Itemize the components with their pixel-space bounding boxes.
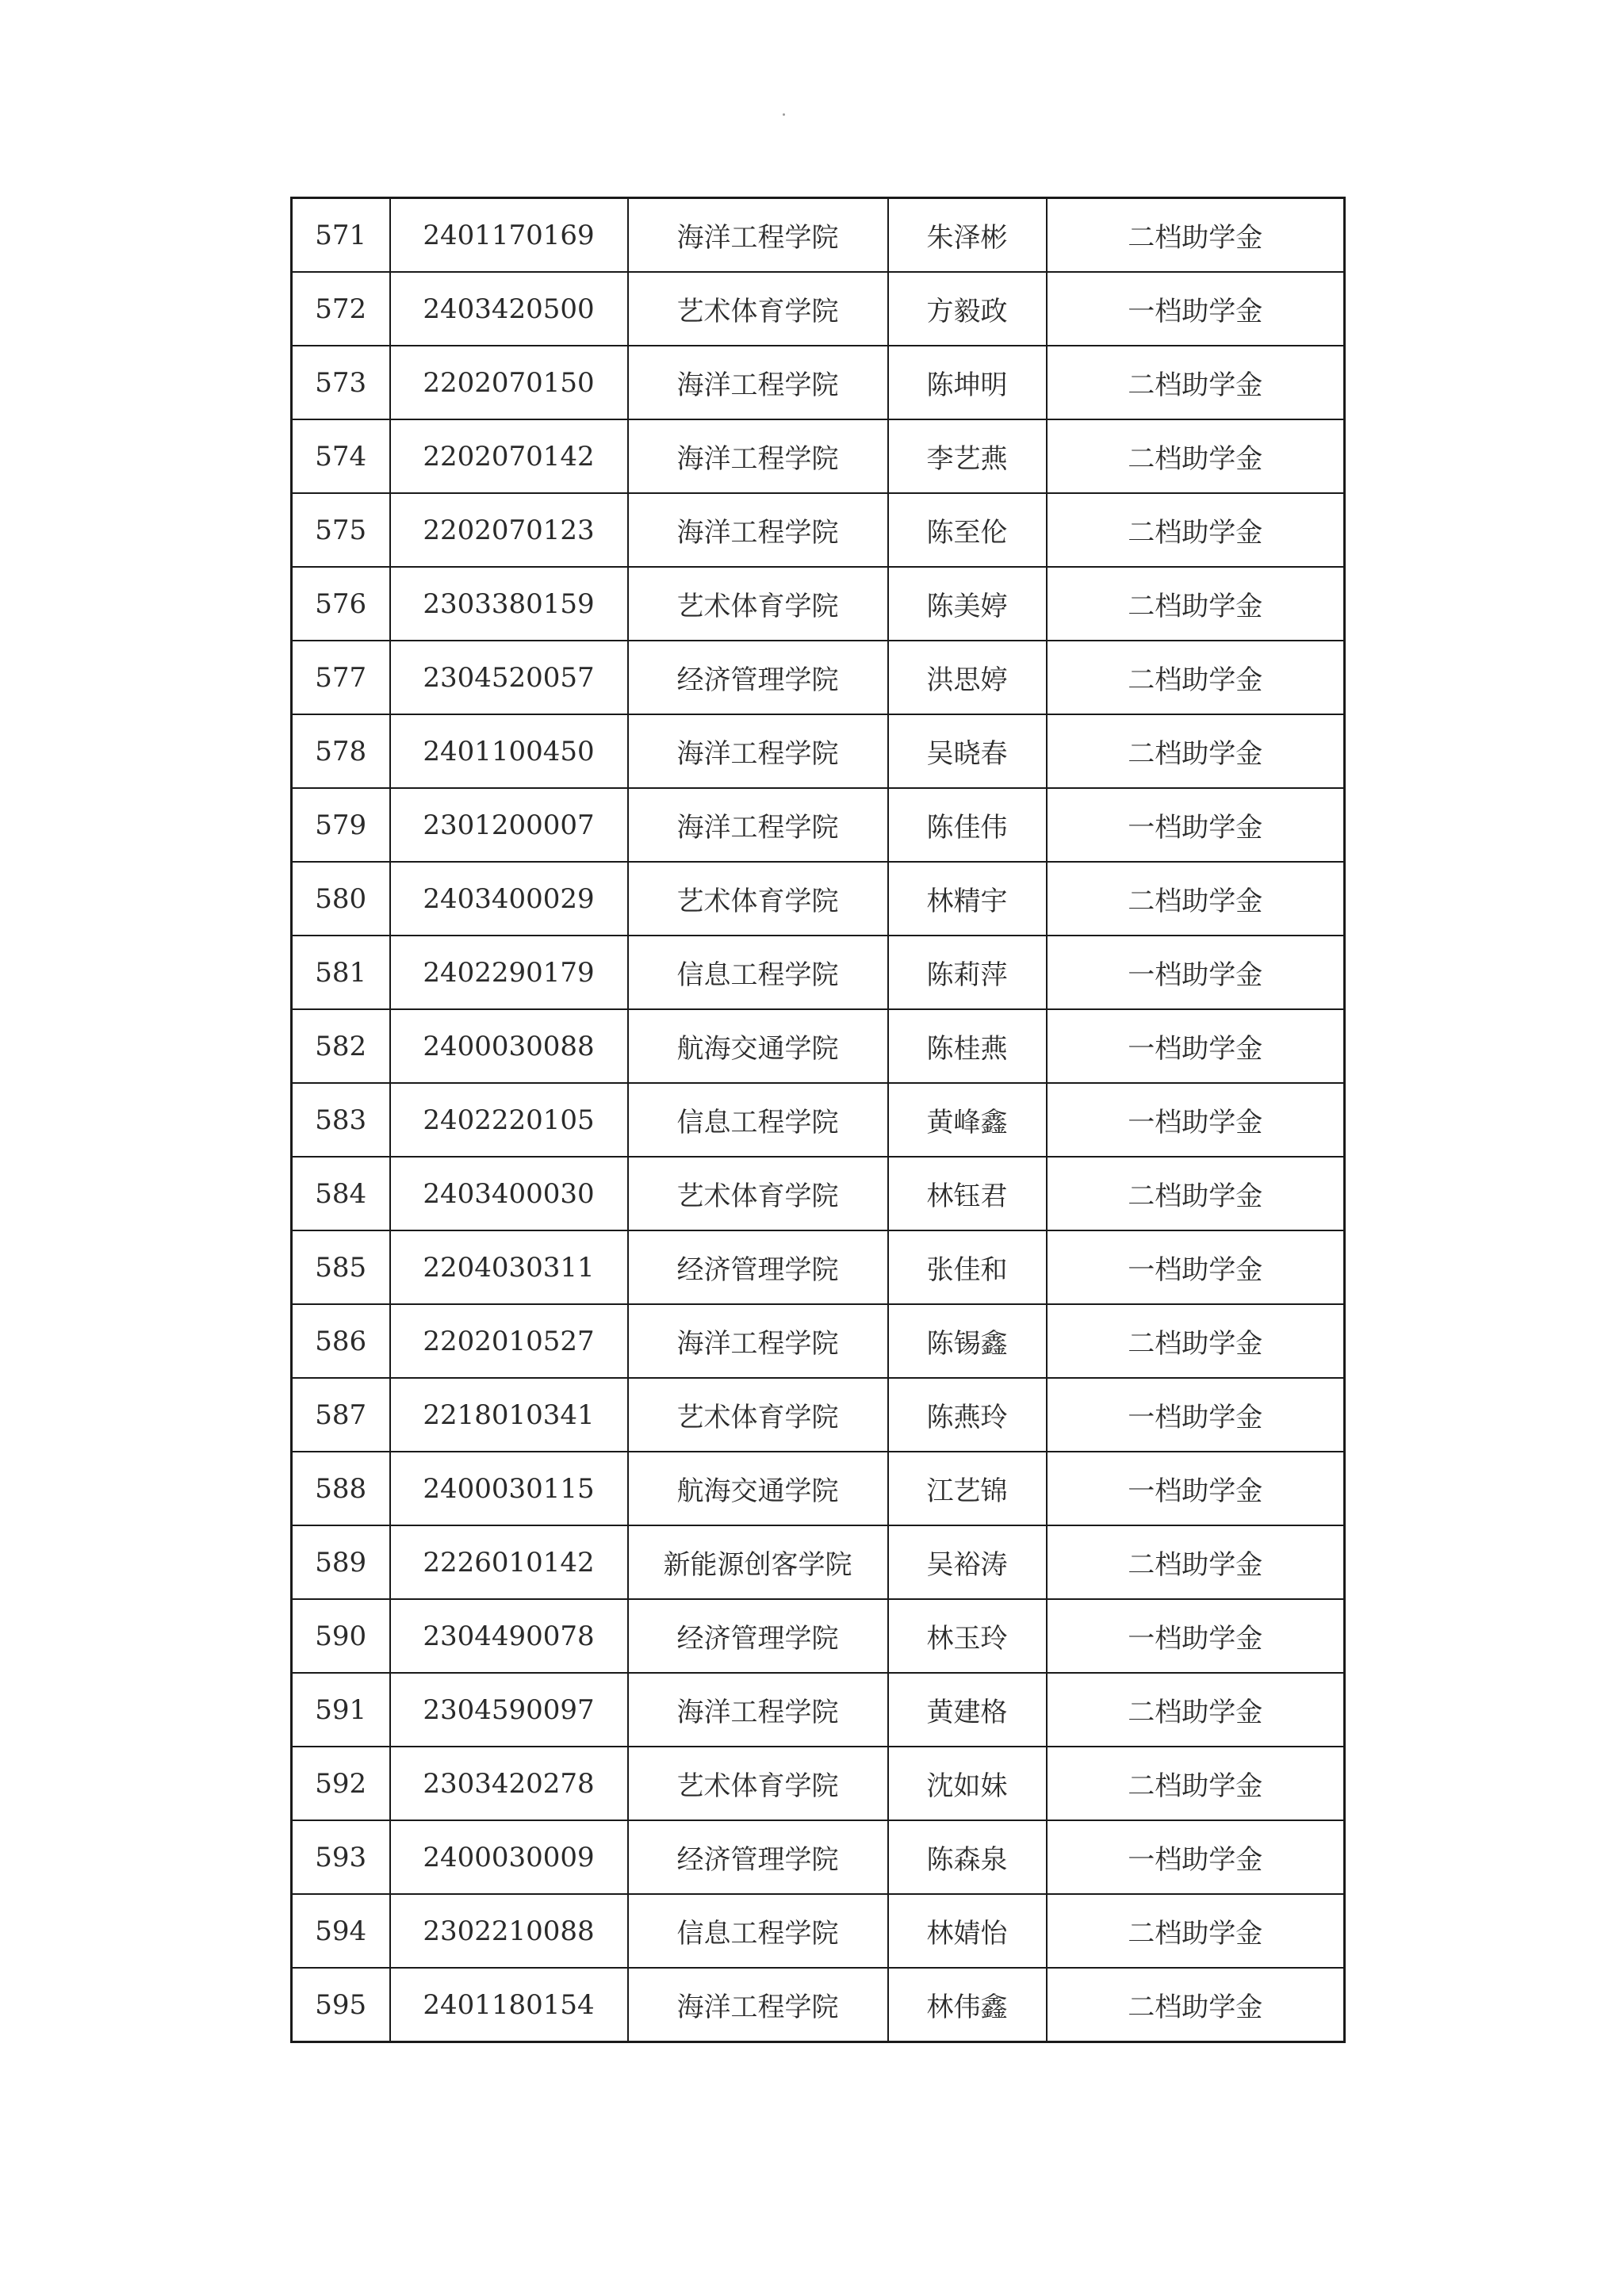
student-name-cell: 黄建格 xyxy=(888,1673,1047,1747)
row-seq-cell: 572 xyxy=(292,272,390,346)
row-seq-cell: 579 xyxy=(292,788,390,862)
table-row xyxy=(292,1894,1345,1968)
student-id-cell: 2302210088 xyxy=(390,1894,628,1968)
student-id-cell: 2202070142 xyxy=(390,419,628,493)
table-row xyxy=(292,1157,1345,1230)
college-cell: 海洋工程学院 xyxy=(628,1968,888,2042)
student-name-cell: 张佳和 xyxy=(888,1230,1047,1304)
student-name-cell: 朱泽彬 xyxy=(888,198,1047,273)
scan-speck xyxy=(783,113,785,116)
college-cell: 信息工程学院 xyxy=(628,1083,888,1157)
college-cell: 海洋工程学院 xyxy=(628,346,888,419)
grant-level-cell: 一档助学金 xyxy=(1047,272,1345,346)
row-seq-cell: 592 xyxy=(292,1747,390,1820)
student-id-cell: 2400030009 xyxy=(390,1820,628,1894)
student-name-cell: 陈桂燕 xyxy=(888,1009,1047,1083)
student-id-cell: 2403400030 xyxy=(390,1157,628,1230)
student-id-cell: 2403400029 xyxy=(390,862,628,936)
table-row xyxy=(292,862,1345,936)
grant-level-cell: 二档助学金 xyxy=(1047,198,1345,273)
table-row xyxy=(292,567,1345,641)
student-id-cell: 2401170169 xyxy=(390,198,628,273)
row-seq-cell: 591 xyxy=(292,1673,390,1747)
table-row xyxy=(292,1304,1345,1378)
student-name-cell: 洪思婷 xyxy=(888,641,1047,714)
table-row xyxy=(292,1009,1345,1083)
student-id-cell: 2202070150 xyxy=(390,346,628,419)
row-seq-cell: 588 xyxy=(292,1452,390,1525)
table-row xyxy=(292,1452,1345,1525)
student-name-cell: 李艺燕 xyxy=(888,419,1047,493)
grant-level-cell: 一档助学金 xyxy=(1047,1230,1345,1304)
table-row xyxy=(292,788,1345,862)
college-cell: 经济管理学院 xyxy=(628,641,888,714)
grant-level-cell: 二档助学金 xyxy=(1047,419,1345,493)
student-name-cell: 林精宇 xyxy=(888,862,1047,936)
grant-level-cell: 二档助学金 xyxy=(1047,641,1345,714)
student-id-cell: 2303420278 xyxy=(390,1747,628,1820)
row-seq-cell: 595 xyxy=(292,1968,390,2042)
college-cell: 新能源创客学院 xyxy=(628,1525,888,1599)
grant-level-cell: 一档助学金 xyxy=(1047,1599,1345,1673)
student-name-cell: 林钰君 xyxy=(888,1157,1047,1230)
row-seq-cell: 586 xyxy=(292,1304,390,1378)
grant-level-cell: 二档助学金 xyxy=(1047,1968,1345,2042)
college-cell: 航海交通学院 xyxy=(628,1452,888,1525)
student-id-cell: 2403420500 xyxy=(390,272,628,346)
college-cell: 艺术体育学院 xyxy=(628,862,888,936)
student-id-cell: 2400030088 xyxy=(390,1009,628,1083)
student-name-cell: 陈燕玲 xyxy=(888,1378,1047,1452)
grant-level-cell: 二档助学金 xyxy=(1047,1673,1345,1747)
student-name-cell: 陈美婷 xyxy=(888,567,1047,641)
grant-list-table xyxy=(290,197,1346,2043)
row-seq-cell: 590 xyxy=(292,1599,390,1673)
student-id-cell: 2303380159 xyxy=(390,567,628,641)
student-id-cell: 2401180154 xyxy=(390,1968,628,2042)
student-name-cell: 陈莉萍 xyxy=(888,936,1047,1009)
student-name-cell: 林玉玲 xyxy=(888,1599,1047,1673)
student-name-cell: 陈坤明 xyxy=(888,346,1047,419)
student-id-cell: 2218010341 xyxy=(390,1378,628,1452)
row-seq-cell: 589 xyxy=(292,1525,390,1599)
college-cell: 海洋工程学院 xyxy=(628,788,888,862)
row-seq-cell: 584 xyxy=(292,1157,390,1230)
grant-level-cell: 二档助学金 xyxy=(1047,346,1345,419)
grant-level-cell: 二档助学金 xyxy=(1047,1747,1345,1820)
college-cell: 信息工程学院 xyxy=(628,936,888,1009)
row-seq-cell: 594 xyxy=(292,1894,390,1968)
college-cell: 海洋工程学院 xyxy=(628,1304,888,1378)
grant-level-cell: 一档助学金 xyxy=(1047,1083,1345,1157)
student-name-cell: 陈至伦 xyxy=(888,493,1047,567)
student-name-cell: 方毅政 xyxy=(888,272,1047,346)
grant-level-cell: 二档助学金 xyxy=(1047,1304,1345,1378)
student-id-cell: 2202070123 xyxy=(390,493,628,567)
row-seq-cell: 585 xyxy=(292,1230,390,1304)
row-seq-cell: 573 xyxy=(292,346,390,419)
row-seq-cell: 578 xyxy=(292,714,390,788)
grant-level-cell: 二档助学金 xyxy=(1047,1157,1345,1230)
student-id-cell: 2304590097 xyxy=(390,1673,628,1747)
student-id-cell: 2401100450 xyxy=(390,714,628,788)
college-cell: 艺术体育学院 xyxy=(628,1157,888,1230)
student-name-cell: 沈如妹 xyxy=(888,1747,1047,1820)
student-name-cell: 陈佳伟 xyxy=(888,788,1047,862)
student-id-cell: 2304490078 xyxy=(390,1599,628,1673)
table-row xyxy=(292,1820,1345,1894)
college-cell: 经济管理学院 xyxy=(628,1599,888,1673)
student-id-cell: 2226010142 xyxy=(390,1525,628,1599)
table-row xyxy=(292,1378,1345,1452)
college-cell: 经济管理学院 xyxy=(628,1230,888,1304)
college-cell: 航海交通学院 xyxy=(628,1009,888,1083)
row-seq-cell: 581 xyxy=(292,936,390,1009)
table-row xyxy=(292,1747,1345,1820)
grant-level-cell: 一档助学金 xyxy=(1047,1009,1345,1083)
college-cell: 海洋工程学院 xyxy=(628,198,888,273)
grant-level-cell: 二档助学金 xyxy=(1047,1894,1345,1968)
row-seq-cell: 574 xyxy=(292,419,390,493)
college-cell: 艺术体育学院 xyxy=(628,1747,888,1820)
student-id-cell: 2304520057 xyxy=(390,641,628,714)
college-cell: 海洋工程学院 xyxy=(628,493,888,567)
college-cell: 艺术体育学院 xyxy=(628,567,888,641)
grant-level-cell: 二档助学金 xyxy=(1047,567,1345,641)
row-seq-cell: 576 xyxy=(292,567,390,641)
student-id-cell: 2402220105 xyxy=(390,1083,628,1157)
college-cell: 海洋工程学院 xyxy=(628,419,888,493)
student-id-cell: 2402290179 xyxy=(390,936,628,1009)
table-row xyxy=(292,936,1345,1009)
college-cell: 信息工程学院 xyxy=(628,1894,888,1968)
row-seq-cell: 583 xyxy=(292,1083,390,1157)
student-id-cell: 2400030115 xyxy=(390,1452,628,1525)
grant-level-cell: 一档助学金 xyxy=(1047,1378,1345,1452)
row-seq-cell: 593 xyxy=(292,1820,390,1894)
row-seq-cell: 577 xyxy=(292,641,390,714)
student-name-cell: 林婧怡 xyxy=(888,1894,1047,1968)
grant-level-cell: 二档助学金 xyxy=(1047,493,1345,567)
college-cell: 艺术体育学院 xyxy=(628,272,888,346)
row-seq-cell: 575 xyxy=(292,493,390,567)
student-name-cell: 黄峰鑫 xyxy=(888,1083,1047,1157)
grant-level-cell: 一档助学金 xyxy=(1047,788,1345,862)
table-row xyxy=(292,493,1345,567)
grant-level-cell: 二档助学金 xyxy=(1047,862,1345,936)
row-seq-cell: 571 xyxy=(292,198,390,273)
grant-level-cell: 一档助学金 xyxy=(1047,1452,1345,1525)
student-id-cell: 2301200007 xyxy=(390,788,628,862)
table-row xyxy=(292,1083,1345,1157)
table-row xyxy=(292,1599,1345,1673)
grant-level-cell: 一档助学金 xyxy=(1047,1820,1345,1894)
table-row xyxy=(292,1525,1345,1599)
table-row xyxy=(292,641,1345,714)
table-row xyxy=(292,346,1345,419)
grant-level-cell: 二档助学金 xyxy=(1047,714,1345,788)
table-body xyxy=(292,198,1345,2042)
grant-level-cell: 一档助学金 xyxy=(1047,936,1345,1009)
college-cell: 经济管理学院 xyxy=(628,1820,888,1894)
student-id-cell: 2202010527 xyxy=(390,1304,628,1378)
table-row xyxy=(292,1968,1345,2042)
table-row xyxy=(292,198,1345,273)
student-name-cell: 陈锡鑫 xyxy=(888,1304,1047,1378)
table-row xyxy=(292,419,1345,493)
row-seq-cell: 587 xyxy=(292,1378,390,1452)
college-cell: 艺术体育学院 xyxy=(628,1378,888,1452)
student-name-cell: 吴晓春 xyxy=(888,714,1047,788)
student-name-cell: 江艺锦 xyxy=(888,1452,1047,1525)
student-name-cell: 陈森泉 xyxy=(888,1820,1047,1894)
student-id-cell: 2204030311 xyxy=(390,1230,628,1304)
row-seq-cell: 580 xyxy=(292,862,390,936)
college-cell: 海洋工程学院 xyxy=(628,1673,888,1747)
table-row xyxy=(292,272,1345,346)
row-seq-cell: 582 xyxy=(292,1009,390,1083)
table-row xyxy=(292,1673,1345,1747)
table-row xyxy=(292,714,1345,788)
student-name-cell: 吴裕涛 xyxy=(888,1525,1047,1599)
table-row xyxy=(292,1230,1345,1304)
college-cell: 海洋工程学院 xyxy=(628,714,888,788)
student-name-cell: 林伟鑫 xyxy=(888,1968,1047,2042)
grant-level-cell: 二档助学金 xyxy=(1047,1525,1345,1599)
